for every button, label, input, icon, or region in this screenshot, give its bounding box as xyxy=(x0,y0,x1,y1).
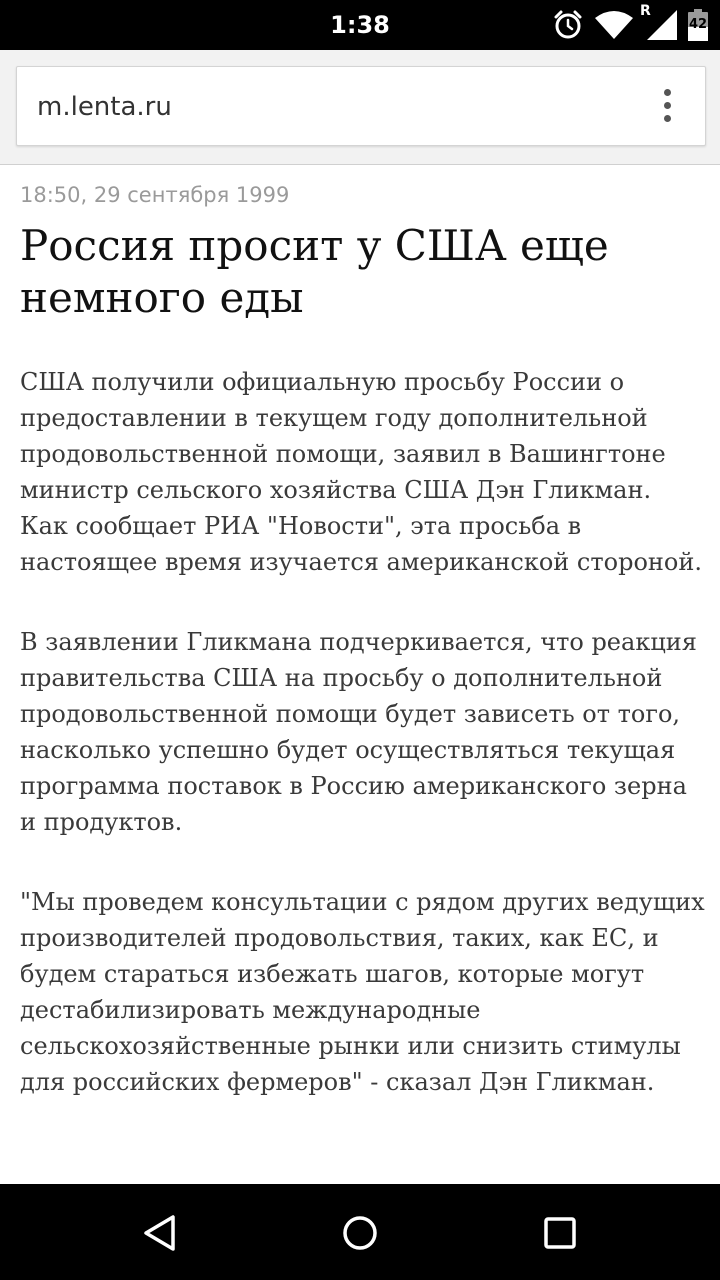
battery-level: 42 xyxy=(688,17,708,32)
overflow-menu-icon[interactable] xyxy=(647,85,687,125)
roaming-label: R xyxy=(640,3,651,19)
url-text[interactable]: m.lenta.ru xyxy=(37,92,172,122)
browser-toolbar xyxy=(0,50,720,165)
article-headline: Россия просит у США еще немного еды xyxy=(20,221,609,322)
alarm-icon xyxy=(552,9,584,41)
article-paragraph: США получили официальную просьбу России о предоставлении в текущем году дополнительной продовольственной помощи, заявил в Вашингтоне министр сельского хозяйства США Дэн Гликман. Как сообщает РИА "Новости", эта просьба в настоящее время изучается американской стороной. xyxy=(20,368,702,576)
url-bar[interactable] xyxy=(16,66,706,146)
wifi-icon xyxy=(594,10,634,40)
article xyxy=(20,178,705,1100)
article-date: 18:50, 29 сентября 1999 xyxy=(20,183,290,207)
status-time: 1:38 xyxy=(330,11,390,39)
home-icon[interactable] xyxy=(335,1208,385,1258)
status-bar xyxy=(0,0,720,50)
back-icon[interactable] xyxy=(135,1208,185,1258)
article-paragraph: В заявлении Гликмана подчеркивается, что реакция правительства США на просьбу о дополнительной продовольственной помощи будет зависеть от того, насколько успешно будет осуществляться текущая программа поставок в Россию американского зерна и продуктов. xyxy=(20,628,697,836)
navigation-bar xyxy=(0,1184,720,1280)
recents-icon[interactable] xyxy=(535,1208,585,1258)
status-icons xyxy=(552,3,708,42)
battery-icon xyxy=(688,9,708,41)
signal-roaming-icon xyxy=(640,3,678,41)
article-paragraph: "Мы проведем консультации с рядом других ведущих производителей продовольствия, таких, как ЕС, и будем стараться избежать шагов, которые могут дестабилизировать международные сельскохозяйственные рынки или снизить стимулы для российских фермеров" - сказал Дэн Гликман. xyxy=(20,888,705,1096)
